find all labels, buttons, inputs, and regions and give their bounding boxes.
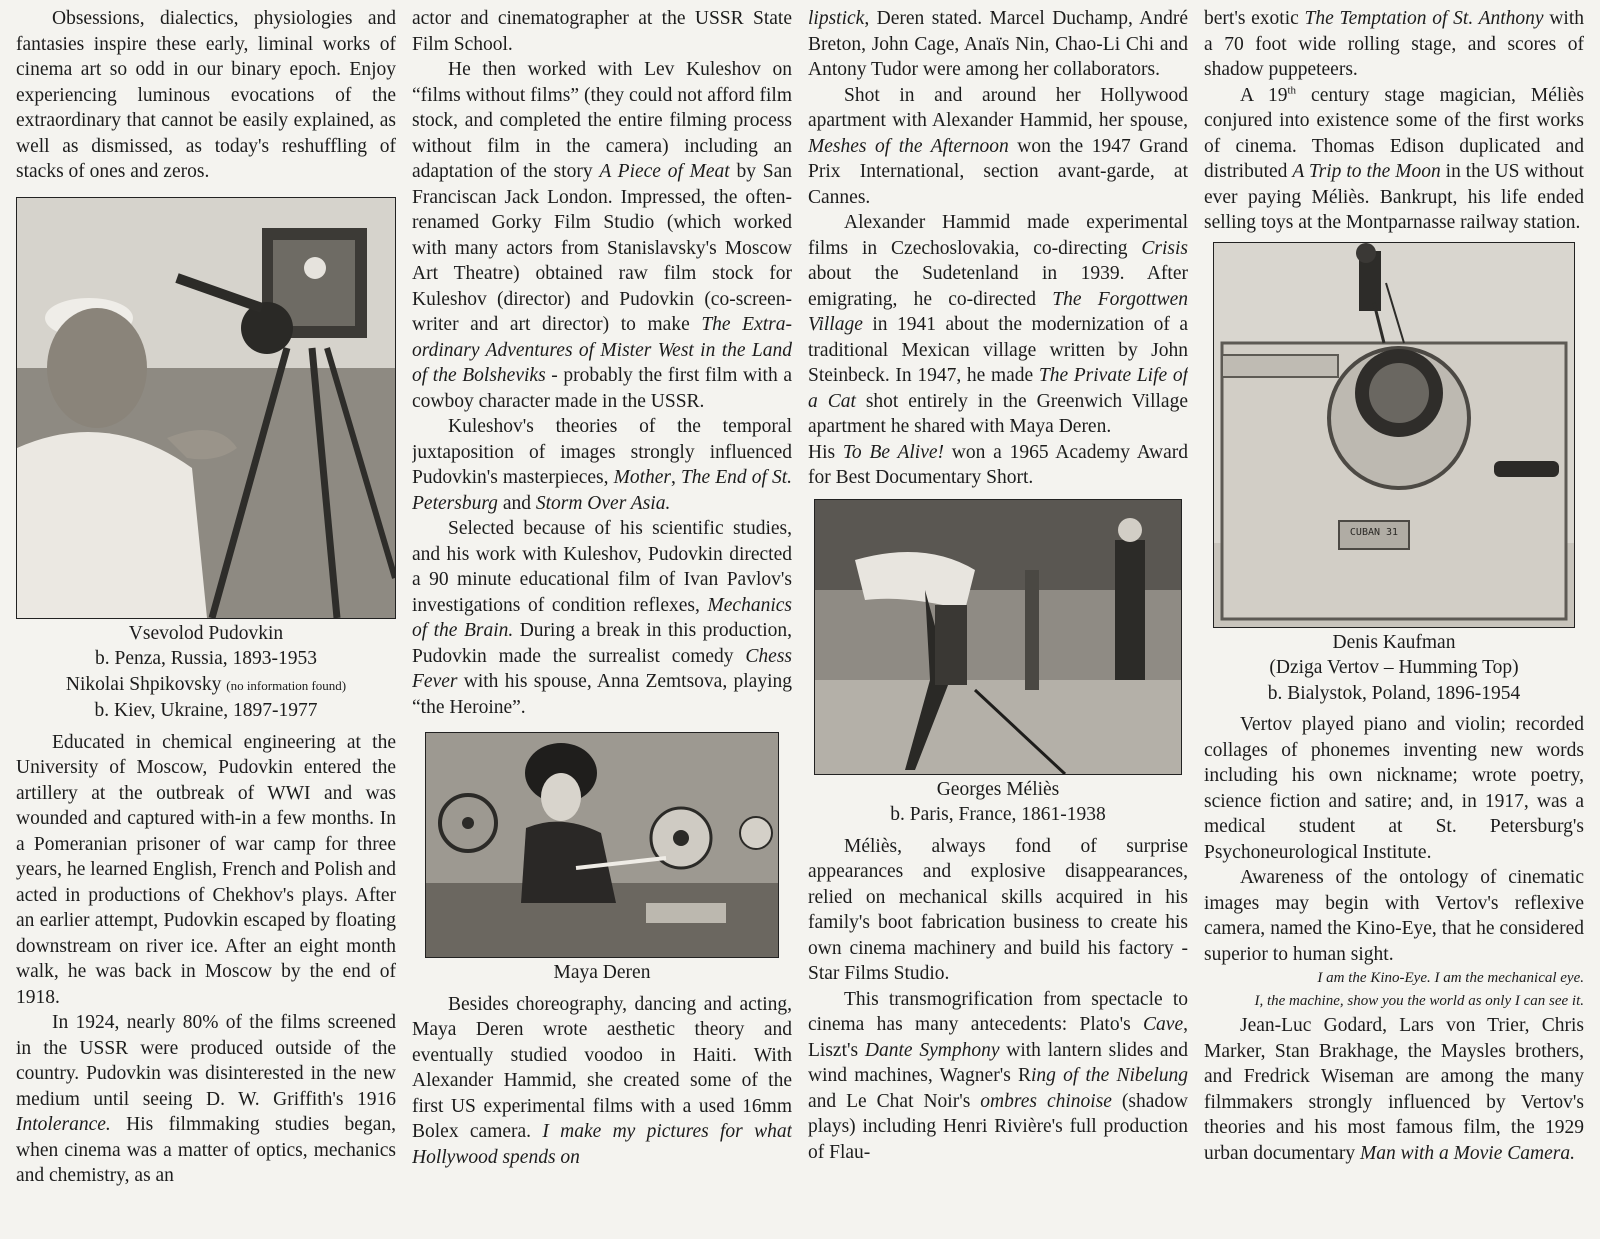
text-run: Jean-Luc Godard, Lars von Trier, Chris Marker, Stan Brakhage, the Maysles brothers, and Fredrick Wiseman are among the many filmmakers strongly influenced by Vertov's theories and his most famous film, the 1929 urban documentary xyxy=(1204,1015,1584,1164)
maya-deren-caption: Maya Deren xyxy=(553,962,651,983)
melies-studio-image xyxy=(815,500,1181,774)
alive-paragraph xyxy=(808,440,1188,491)
text-run: in 1941 about the modernization of a traditional Mexican village written by John Steinbeck. In 1947, he made xyxy=(808,314,1188,386)
work-title: Cave xyxy=(1143,1014,1184,1035)
caption-dates-melies: b. Paris, France, 1861-1938 xyxy=(890,804,1106,825)
text-run: A 19 xyxy=(1240,84,1288,106)
text-run: His filmmaking studies began, when cinema was a matter of optics, mechanics and chemistry, as an xyxy=(16,1114,396,1186)
text-run: with his spouse, Anna Zemtsova, playing “the Heroine”. xyxy=(412,671,792,718)
work-title: ing of the Nibelung xyxy=(1031,1065,1188,1086)
pudovkin-camera-image xyxy=(17,198,395,618)
text-run: century stage magician, Méliès conjured into existence some of the first works of cinema. Thomas Edison duplicated and distributed xyxy=(1204,84,1584,182)
melies-paragraph: Méliès, always fond of surprise appearances and explosive disappearances, relied on mechanical skills acquired in his family's boot fabrication business to create his own cinema machinery and build his factory - Star Films Studio. xyxy=(808,835,1188,984)
film-title: Mother xyxy=(613,467,671,488)
film-title: The Extra-ordinary Adventures of Mister West in the Land of the Bolsheviks xyxy=(412,314,792,386)
film-title: The Private Life of a Cat xyxy=(808,365,1188,412)
vertov-caption xyxy=(1204,630,1584,707)
film-title: Mechanics of the Brain. xyxy=(412,594,792,641)
shpikovsky-note: (no information found) xyxy=(226,677,347,693)
column-3 xyxy=(808,6,1188,1234)
hammid-paragraph xyxy=(808,210,1188,440)
film-title: Chess Fever xyxy=(412,645,792,692)
text-run: , Liszt's xyxy=(808,1014,1188,1061)
selected-paragraph xyxy=(412,516,792,720)
work-title: Dante Symphony xyxy=(864,1039,1000,1061)
text-run: with lantern slides and wind machines, Wagner's R xyxy=(808,1039,1188,1086)
column-4 xyxy=(1204,6,1584,1234)
quote-text: I make my pictures for what Hollywood spends on xyxy=(412,1121,792,1168)
pudovkin-photo xyxy=(16,197,396,619)
text-run: about the Sudetenland in 1939. After emigrating, he co-directed xyxy=(808,263,1188,310)
text-run: (shadow plays) including Henri Rivière's full production of Flau- xyxy=(808,1090,1188,1163)
text-run: Selected because of his scientific studies, and his work with Kuleshov, Pudovkin directed a 90 minute educational film of Ivan Pavlov's investigations of condition reflexes, xyxy=(412,518,792,616)
film-title: To Be Alive! xyxy=(842,441,945,463)
melies-caption xyxy=(808,777,1188,828)
text-run: won the 1947 Grand Prix International, section avant-garde, at Cannes. xyxy=(808,135,1188,208)
film-title: Crisis xyxy=(1141,237,1188,259)
giant-camera-image xyxy=(1214,243,1574,627)
kuleshov-paragraph xyxy=(412,57,792,414)
caption-name-shpikovsky xyxy=(16,672,396,699)
awareness-paragraph: Awareness of the ontology of cinematic images may begin with Vertov's reflexive camera, named the Kino-Eye, that he considered superior to human sight. xyxy=(1204,867,1584,965)
text-run: - probably the first film with a cowboy character made in the USSR. xyxy=(412,365,792,412)
intro-paragraph: Obsessions, dialectics, physiologies and fantasies inspire these early, liminal works of cinema art so odd in our binary epoch. Enjoy experiencing luminous evocations of the extraordinary that cannot be easily explained, as well as dismissed, as today's reshuffling of stacks of ones and zeros. xyxy=(16,8,396,182)
text-run: bert's exotic xyxy=(1204,8,1305,29)
film-title: Storm Over Asia. xyxy=(535,492,671,514)
film-title: A Piece of Meat xyxy=(599,161,730,182)
pudovkin-caption xyxy=(16,621,396,724)
text-run: , xyxy=(670,467,681,488)
work-title: The Temptation of St. Anthony xyxy=(1304,8,1544,29)
caption-dates-kaufman: b. Bialystok, Poland, 1896-1954 xyxy=(1267,682,1521,704)
text-run: Kuleshov's theories of the temporal juxtaposition of images strongly influenced Pudovkin's masterpieces, xyxy=(412,416,792,488)
vertov-camera-photo xyxy=(1213,242,1575,628)
text-run: During a break in this production, Pudovkin made the surrealist comedy xyxy=(412,620,792,667)
camera-label-text: CUBAN 31 xyxy=(1349,526,1399,538)
text-run: Shot in and around her Hollywood apartment with Alexander Hammid, her spouse, xyxy=(808,84,1188,131)
films-1924-paragraph xyxy=(16,1010,396,1189)
caption-dates-shpikovsky: b. Kiev, Ukraine, 1897-1977 xyxy=(94,700,318,721)
film-title: Meshes of the Afternoon xyxy=(808,135,1009,157)
vertov-paragraph: Vertov played piano and violin; recorded collages of phonemes inventing new words including his own nickname; wrote poetry, science fiction and satire; and, in 1917, was a medical student at St. Petersburg's Psychoneurological Institute. xyxy=(1204,714,1584,863)
maya-deren-image xyxy=(426,733,778,957)
text-run: and xyxy=(497,492,536,514)
text-run: Alexander Hammid made experimental films in Czechoslovakia, co-directing xyxy=(808,212,1188,259)
caption-alias-vertov: (Dziga Vertov – Humming Top) xyxy=(1269,657,1519,678)
work-title: ombres chinoise xyxy=(980,1090,1112,1112)
column-2 xyxy=(412,6,792,1234)
film-title: A Trip to the Moon xyxy=(1292,161,1441,182)
text-run: This transmogrification from spectacle to cinema has many antecedents: Plato's xyxy=(808,988,1188,1035)
film-title: The Forgottwen Village xyxy=(808,288,1188,335)
magician-paragraph xyxy=(1204,83,1584,236)
text-run: won a 1965 Academy Award for Best Documentary Short. xyxy=(808,441,1188,488)
shot-paragraph xyxy=(808,83,1188,211)
text-run: He then worked with Lev Kuleshov on “films without films” (they could not afford film stock, and completed the entire filming process without film in the camera) including an adaptation of the story xyxy=(412,59,792,182)
maya-deren-photo xyxy=(425,732,779,958)
text-run: , Deren stated. Marcel Duchamp, André Breton, John Cage, Anaïs Nin, Chao-Li Chi and Antony Tudor were among her collaborators. xyxy=(808,8,1188,80)
text-run: with a 70 foot wide rolling stage, and scores of shadow puppeteers. xyxy=(1204,8,1584,80)
ordinal-suffix: th xyxy=(1287,84,1297,96)
besides-paragraph xyxy=(412,992,792,1171)
text-run: and Le Chat Noir's xyxy=(808,1090,981,1112)
text-run: by San Franciscan Jack London. Impressed, the often-renamed Gorky Film Studio (which worked with many actors from Stanislavsky's Moscow Art Theatre) obtained raw film stock for Kuleshov (director) and Pudovkin (co-screen-writer and art director) to make xyxy=(412,161,792,335)
film-title: The End of St. Petersburg xyxy=(412,467,792,514)
caption-dates-pudovkin: b. Penza, Russia, 1893-1953 xyxy=(94,648,318,669)
film-title: Man with a Movie Camera. xyxy=(1359,1142,1575,1164)
text-run: in the US without ever paying Méliès. Bankrupt, his life ended selling toys at the Montparnasse railway station. xyxy=(1204,161,1584,233)
caption-name-kaufman: Denis Kaufman xyxy=(1332,631,1456,653)
text-run: In 1924, nearly 80% of the films screened in the USSR were produced outside of the country. Pudovkin was disinterested in the new medium until seeing D. W. Griffith's 1916 xyxy=(16,1012,396,1110)
film-title: Intolerance. xyxy=(16,1114,111,1135)
text-run: shot entirely in the Greenwich Village apartment he shared with Maya Deren. xyxy=(808,390,1188,437)
continued-paragraph xyxy=(1204,6,1584,83)
continued-paragraph: actor and cinematographer at the USSR State Film School. xyxy=(412,8,792,55)
caption-name-melies: Georges Méliès xyxy=(936,778,1060,800)
kino-eye-quote-line-2: I, the machine, show you the world as only I can see it. xyxy=(1254,993,1584,1009)
caption-name-pudovkin: Vsevolod Pudovkin xyxy=(128,622,284,644)
transmogrification-paragraph xyxy=(808,987,1188,1166)
melies-photo xyxy=(814,499,1182,775)
quote-text: lipstick xyxy=(808,8,865,29)
shpikovsky-name: Nikolai Shpikovsky xyxy=(65,673,222,695)
educated-paragraph: Educated in chemical engineering at the University of Moscow, Pudovkin entered the artillery at the outbreak of WWI and was wounded and captured with-in a few months. In a Pomeranian prisoner of war camp for three years, he learned English, French and Polish and acted in productions of Chekhov's plays. After an earlier attempt, Pudovkin escaped by floating downstream on river ice. After an eight month walk, he was back in Moscow by the end of 1918. xyxy=(16,731,396,1008)
column-1 xyxy=(16,6,396,1234)
text-run: Besides choreography, dancing and acting, Maya Deren wrote aesthetic theory and eventually studied voodoo in Haiti. With Alexander Hammid, she created some of the first US experimental films with a used 16mm Bolex camera. xyxy=(412,993,792,1142)
godard-paragraph xyxy=(1204,1013,1584,1166)
theories-paragraph xyxy=(412,414,792,516)
continued-paragraph xyxy=(808,6,1188,83)
text-run: His xyxy=(808,441,843,463)
kino-eye-quote-line-1: I am the Kino-Eye. I am the mechanical eye. xyxy=(1317,970,1584,986)
